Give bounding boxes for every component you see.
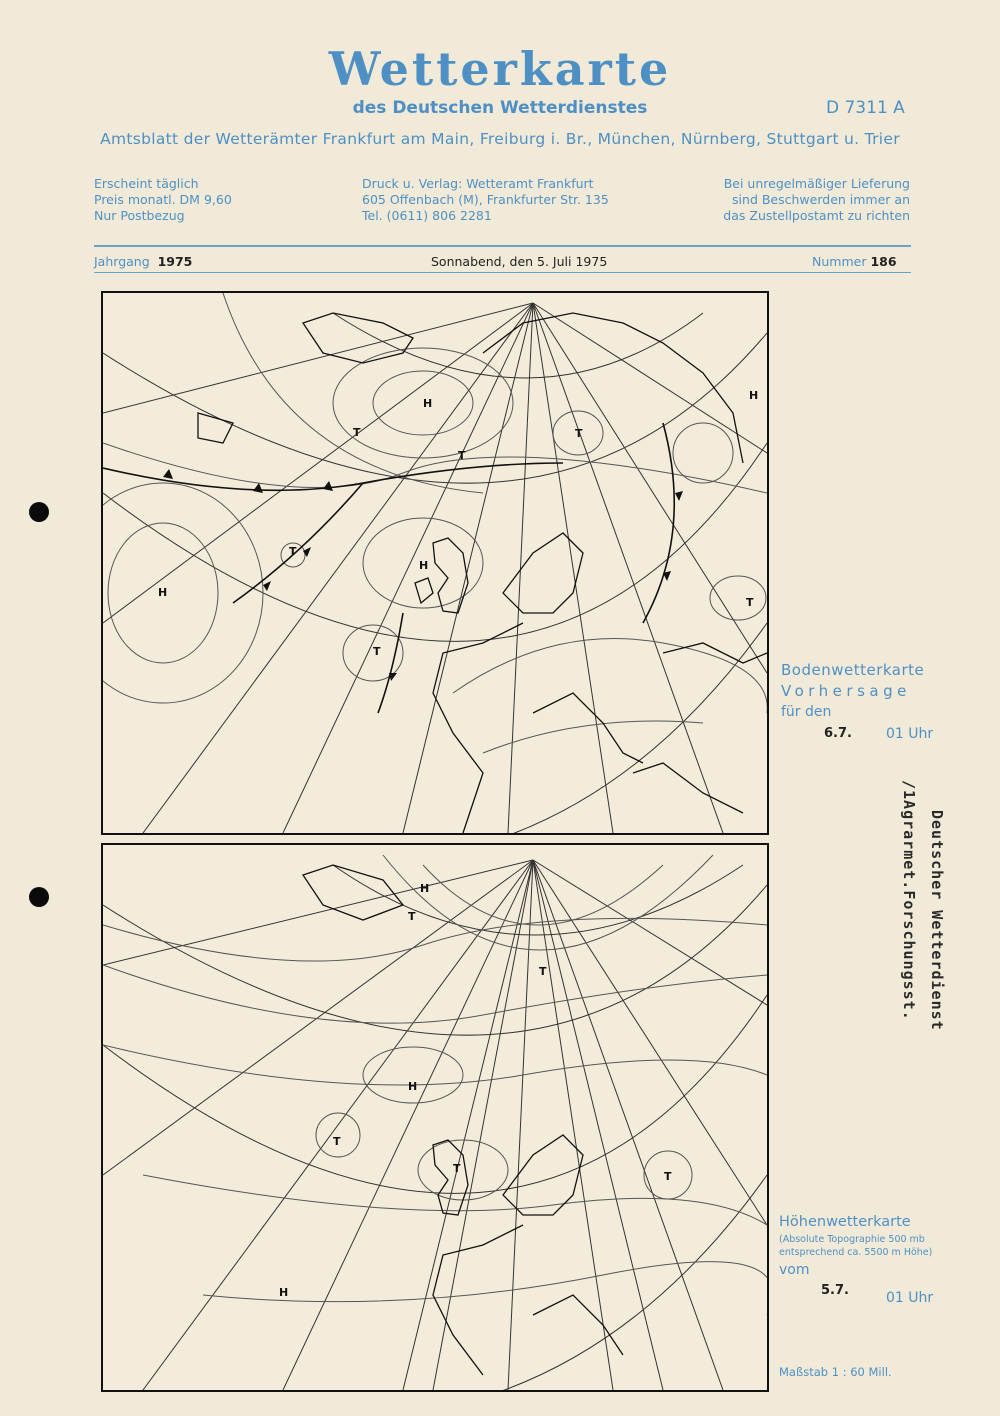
newspaper-subtitle: des Deutschen Wetterdienstes (352, 98, 648, 118)
low-pressure-label: T (539, 965, 547, 978)
map2-date: 5.7. (821, 1283, 849, 1298)
dateline-rule (94, 272, 911, 273)
library-stamp-line2: /1Agrarmet.Forschungsst. (900, 780, 918, 1021)
high-pressure-label: H (419, 559, 429, 572)
low-pressure-label: T (575, 427, 583, 440)
low-pressure-label: T (333, 1135, 341, 1148)
high-pressure-label: H (158, 586, 168, 599)
map1-time: 01 Uhr (886, 726, 934, 742)
low-pressure-label: T (408, 910, 416, 923)
high-pressure-label: H (408, 1080, 418, 1093)
punch-hole (29, 502, 49, 522)
library-stamp-line1: Deutscher Wetterdienst (928, 810, 946, 1031)
high-pressure-label: H (423, 397, 433, 410)
map2-caption-1: Höhenwetterkarte (779, 1214, 911, 1230)
newspaper-title: Wetterkarte (328, 42, 672, 96)
upper-map-drawing (103, 845, 767, 1390)
map1-date: 6.7. (824, 726, 852, 741)
low-pressure-label: T (453, 1162, 461, 1175)
info-left-line: Preis monatl. DM 9,60 (94, 192, 232, 207)
map2-time: 01 Uhr (886, 1290, 934, 1306)
map2-caption-4: vom (779, 1262, 810, 1278)
map2-caption-2: (Absolute Topographie 500 mb (779, 1234, 925, 1245)
info-right-line: das Zustellpostamt zu richten (723, 208, 910, 223)
info-right-line: Bei unregelmäßiger Lieferung (723, 176, 910, 191)
high-pressure-label: H (420, 882, 430, 895)
map1-caption-2: Vorhersage (781, 682, 911, 700)
info-left-line: Erscheint täglich (94, 176, 199, 191)
issue-date: Sonnabend, den 5. Juli 1975 (431, 254, 608, 269)
map1-caption-1: Bodenwetterkarte (781, 661, 925, 679)
year-value: 1975 (157, 254, 193, 269)
number-value: 186 (870, 254, 897, 269)
map2-caption-3: entsprechend ca. 5500 m Höhe) (779, 1247, 933, 1258)
info-middle-line: Druck u. Verlag: Wetteramt Frankfurt (362, 176, 594, 191)
year-label: Jahrgang (94, 254, 150, 269)
info-middle (362, 176, 609, 224)
number-label: Nummer (812, 254, 867, 269)
surface-map-drawing (103, 293, 767, 833)
info-left (94, 176, 232, 224)
low-pressure-label: T (289, 545, 297, 558)
info-right (718, 176, 910, 224)
number-block (812, 254, 897, 269)
low-pressure-label: T (746, 596, 754, 609)
high-pressure-label: H (749, 389, 759, 402)
surface-weather-map (101, 291, 769, 835)
offices-line: Amtsblatt der Wetterämter Frankfurt am Main, Freiburg i. Br., München, Nürnberg, Stuttgart u. Trier (100, 130, 900, 148)
info-middle-line: Tel. (0611) 806 2281 (362, 208, 492, 223)
upper-air-map (101, 843, 769, 1392)
info-middle-line: 605 Offenbach (M), Frankfurter Str. 135 (362, 192, 609, 207)
low-pressure-label: T (664, 1170, 672, 1183)
header-rule (94, 245, 911, 247)
low-pressure-label: T (458, 449, 466, 462)
map-scale: Maßstab 1 : 60 Mill. (779, 1365, 892, 1379)
high-pressure-label: H (279, 1286, 289, 1299)
low-pressure-label: T (373, 645, 381, 658)
info-right-line: sind Beschwerden immer an (732, 192, 910, 207)
punch-hole (29, 887, 49, 907)
info-left-line: Nur Postbezug (94, 208, 185, 223)
year-block (94, 254, 192, 269)
publication-code: D 7311 A (826, 98, 905, 118)
low-pressure-label: T (353, 426, 361, 439)
map1-caption-3: für den (781, 704, 832, 720)
